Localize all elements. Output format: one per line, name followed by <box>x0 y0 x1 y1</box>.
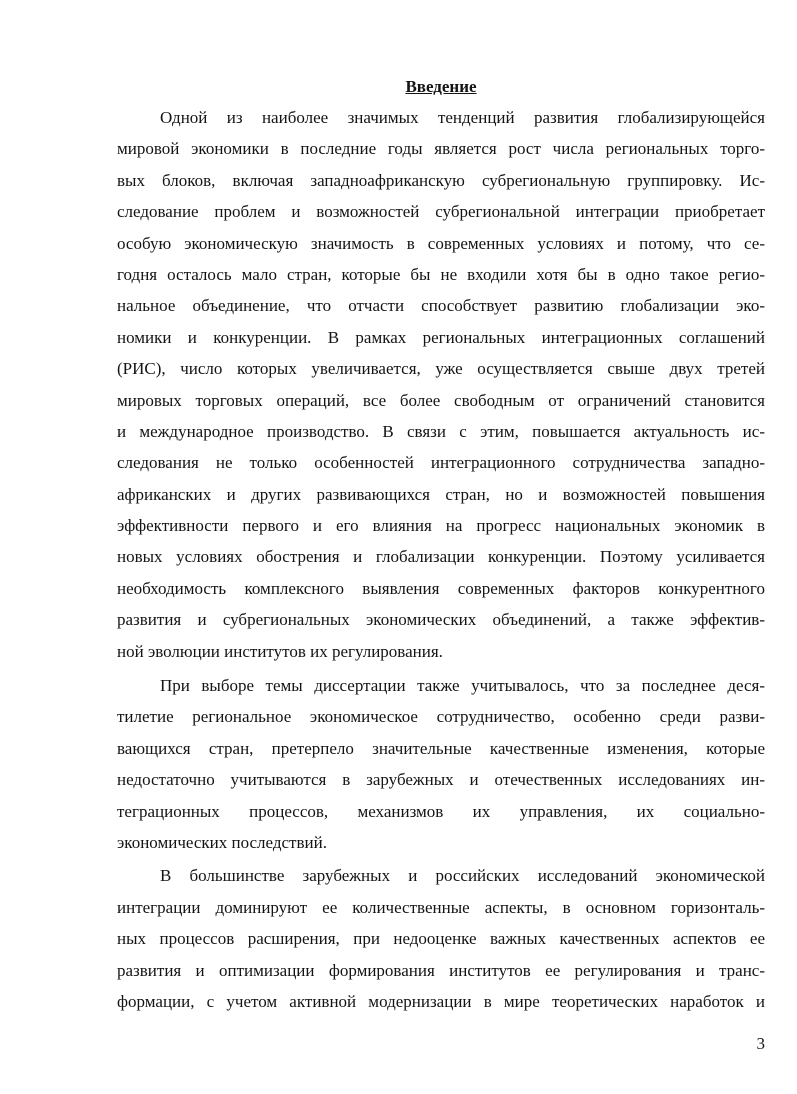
body-text <box>117 102 765 1017</box>
text-line: интеграции доминируют ее количественные аспекты, в основном горизонталь- <box>117 897 765 917</box>
text-line: новых условиях обострения и глобализации конкуренции. Поэтому усиливается <box>117 547 765 567</box>
text-line: формации, с учетом активной модернизации в мире теоретических наработок и <box>117 991 765 1011</box>
text-line: развития и субрегиональных экономических объединений, а также эффектив- <box>117 610 765 630</box>
text-line: ной эволюции институтов их регулирования. <box>117 641 443 661</box>
paragraph-2 <box>117 670 765 858</box>
paragraph-3 <box>117 860 765 1017</box>
text-line: недостаточно учитываются в зарубежных и отечественных исследованиях ин- <box>117 770 765 790</box>
text-line: годня осталось мало стран, которые бы не входили хотя бы в одно такое регио- <box>117 264 765 284</box>
text-line: тилетие региональное экономическое сотрудничество, особенно среди разви- <box>117 707 765 727</box>
text-line: следования не только особенностей интеграционного сотрудничества западно- <box>117 453 765 473</box>
text-line: экономических последствий. <box>117 832 327 852</box>
text-line: теграционных процессов, механизмов их управления, их социально- <box>117 801 765 821</box>
text-line: эффективности первого и его влияния на прогресс национальных экономик в <box>117 516 765 536</box>
text-line: мировых торговых операций, все более свободным от ограничений становится <box>117 390 765 410</box>
text-line: особую экономическую значимость в современных условиях и потому, что се- <box>117 233 765 253</box>
text-line: номики и конкуренции. В рамках региональных интеграционных соглашений <box>117 327 765 347</box>
section-title: Введение <box>405 77 477 96</box>
text-line: ных процессов расширения, при недооценке важных качественных аспектов ее <box>117 929 765 949</box>
text-line: вых блоков, включая западноафриканскую субрегиональную группировку. Ис- <box>117 170 765 190</box>
text-line: вающихся стран, претерпело значительные качественные изменения, которые <box>117 738 765 758</box>
text-line: При выборе темы диссертации также учитывалось, что за последнее деся- <box>160 676 765 696</box>
text-line: и международное производство. В связи с этим, повышается актуальность ис- <box>117 421 765 441</box>
text-line: нальное объединение, что отчасти способствует развитию глобализации эко- <box>117 296 765 316</box>
text-line: следование проблем и возможностей субрегиональной интеграции приобретает <box>117 202 765 222</box>
text-line: необходимость комплексного выявления современных факторов конкурентного <box>117 578 765 598</box>
text-line: Одной из наиболее значимых тенденций развития глобализирующейся <box>160 108 765 127</box>
text-line: мировой экономики в последние годы является рост числа региональных торго- <box>117 139 765 159</box>
text-line: африканских и других развивающихся стран, но и возможностей повышения <box>117 484 765 504</box>
text-line: развития и оптимизации формирования институтов ее регулирования и транс- <box>117 960 765 980</box>
page-number: 3 <box>756 1034 765 1053</box>
text-line: (РИС), число которых увеличивается, уже осуществляется свыше двух третей <box>117 359 765 379</box>
paragraph-1 <box>117 102 765 667</box>
text-line: В большинстве зарубежных и российских исследований экономической <box>160 866 765 886</box>
